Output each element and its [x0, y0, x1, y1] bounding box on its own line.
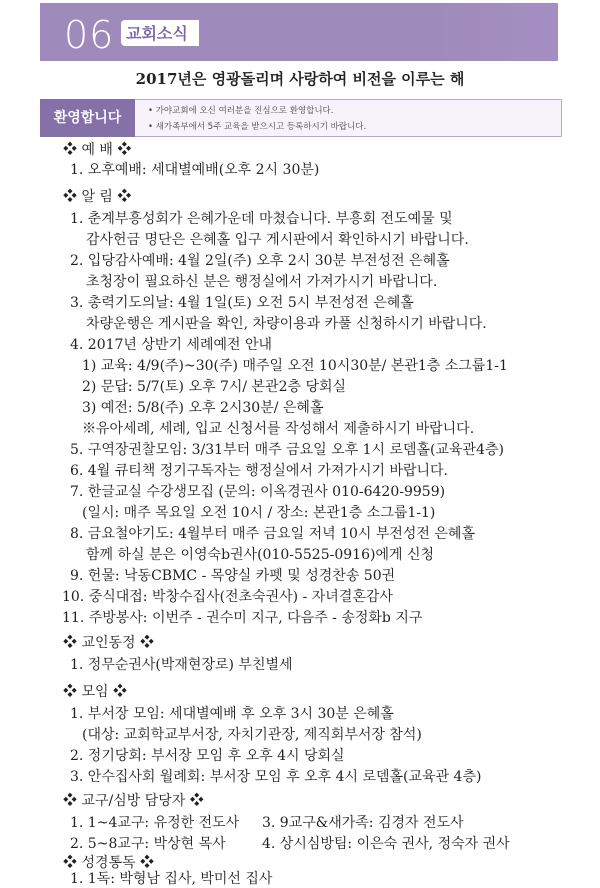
header-band [40, 3, 558, 61]
notice-line: 7. 한글교실 수강생모집 (문의: 이옥경권사 010-6420-9959) [70, 484, 446, 500]
section-heading-notices: ❖ 알 림 ❖ [63, 189, 132, 205]
notice-line: 1. 춘계부흥성회가 은혜가운데 마쳤습니다. 부흥회 전도예물 및 [70, 211, 453, 227]
section-number: 06 [64, 13, 115, 57]
pastor-line: 3. 9교구&새가족: 김경자 전도사 [262, 815, 464, 831]
notice-line: 초청장이 필요하신 분은 행정실에서 가져가시기 바랍니다. [86, 274, 438, 290]
notice-line: 2) 문답: 5/7(토) 오후 7시/ 본관2층 당회실 [82, 379, 347, 395]
notice-line: 1) 교육: 4/9(주)~30(주) 매주일 오전 10시30분/ 본관1층 소그룹1-1 [82, 358, 508, 374]
notice-line: 함께 하실 분은 이영숙b권사(010-5525-0916)에게 신청 [86, 547, 434, 563]
notice-line: ※유아세례, 세례, 입교 신청서를 작성해서 제출하시기 바랍니다. [82, 421, 475, 437]
notice-line: 5. 구역장권찰모임: 3/31부터 매주 금요일 오후 1시 로뎀홀(교육관4층) [70, 442, 504, 458]
section-label: 교회소식 [126, 24, 188, 43]
meeting-line: 2. 정기당회: 부서장 모임 후 오후 4시 당회실 [70, 748, 345, 764]
notice-line: (일시: 매주 목요일 오전 10시 / 장소: 본관1층 소그룹1-1) [82, 505, 436, 521]
welcome-line: • 새가족부에서 5주 교육을 받으시고 등록하시기 바랍니다. [148, 122, 367, 132]
notice-line: 2. 입당감사예배: 4월 2일(주) 오후 2시 30분 부전성전 은혜홀 [70, 253, 450, 269]
worship-line: 1. 오후예배: 세대별예배(오후 2시 30분) [70, 162, 320, 178]
notice-line: 11. 주방봉사: 이번주 - 권수미 지구, 다음주 - 송정화b 지구 [62, 610, 423, 626]
notice-line: 감사헌금 명단은 은혜홀 입구 게시판에서 확인하시기 바랍니다. [86, 232, 469, 248]
section-heading-pastors: ❖ 교구/심방 담당자 ❖ [63, 793, 204, 809]
notice-line: 차량운행은 게시판을 확인, 차량이용과 카풀 신청하시기 바랍니다. [86, 316, 487, 332]
welcome-label: 환영합니다 [40, 99, 135, 137]
section-heading-member-news: ❖ 교인동정 ❖ [63, 635, 154, 651]
notice-line: 10. 중식대접: 박창수집사(전초숙권사) - 자녀결혼감사 [62, 589, 393, 605]
notice-line: 3. 총력기도의날: 4월 1일(토) 오전 5시 부전성전 은혜홀 [70, 295, 414, 311]
welcome-line: • 가야교회에 오신 여러분을 진심으로 환영합니다. [148, 106, 334, 116]
section-heading-worship: ❖ 예 배 ❖ [63, 142, 132, 158]
meeting-line: (대상: 교회학교부서장, 자치기관장, 제직회부서장 참석) [82, 727, 422, 743]
notice-line: 4. 2017년 상반기 세례예전 안내 [70, 337, 273, 353]
page-title: 2017년은 영광돌리며 사랑하여 비전을 이루는 해 [135, 70, 465, 88]
pastor-line: 2. 5~8교구: 박상현 목사 [70, 836, 226, 852]
pastor-line: 1. 1~4교구: 유정한 전도사 [70, 815, 240, 831]
notice-line: 3) 예전: 5/8(주) 오후 2시30분/ 은혜홀 [82, 400, 324, 416]
notice-line: 6. 4월 큐티책 정기구독자는 행정실에서 가져가시기 바랍니다. [70, 463, 448, 479]
member-news-line: 1. 정무순권사(박재현장로) 부친별세 [70, 657, 293, 673]
meeting-line: 1. 부서장 모임: 세대별예배 후 오후 3시 30분 은혜홀 [70, 706, 394, 722]
meeting-line: 3. 안수집사회 월례회: 부서장 모임 후 오후 4시 로뎀홀(교육관 4층) [70, 769, 482, 785]
notice-line: 9. 헌물: 낙동CBMC - 목양실 카펫 및 성경찬송 50권 [70, 568, 396, 584]
section-heading-meetings: ❖ 모임 ❖ [63, 684, 127, 700]
pastor-line: 4. 상시심방팀: 이은숙 권사, 정숙자 권사 [262, 836, 510, 852]
bible-reading-line: 1. 1독: 박형남 집사, 박미선 집사 [70, 871, 273, 887]
section-heading-bible-reading: ❖ 성경통독 ❖ [63, 855, 154, 871]
notice-line: 8. 금요철야기도: 4월부터 매주 금요일 저녁 10시 부전성전 은혜홀 [70, 526, 475, 542]
